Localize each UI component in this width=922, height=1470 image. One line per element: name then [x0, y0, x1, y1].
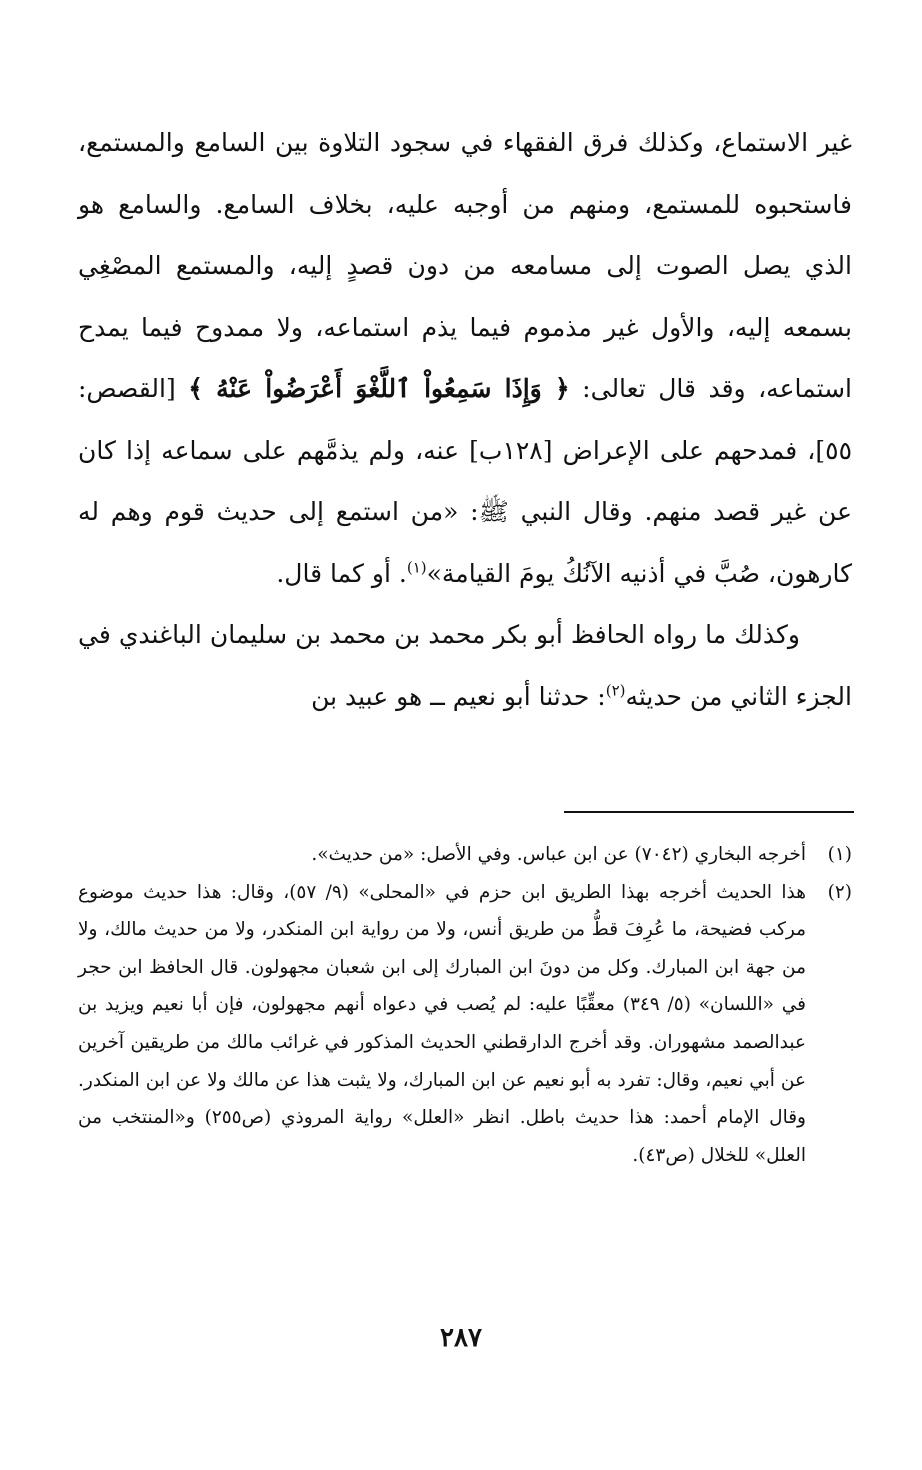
footnote-separator [564, 811, 854, 813]
quran-verse: ﴿ وَإِذَا سَمِعُواْ ٱللَّغْوَ أَعْرَضُواْ عَنْهُ ﴾ [188, 374, 570, 403]
paragraph-2-end: : حدثنا أبو نعيم ــ هو عبيد بن [311, 681, 606, 711]
paragraph-1-text: غير الاستماع، وكذلك فرق الفقهاء في سجود التلاوة بين السامع والمستمع، فاستحبوه للمستمع، ومنهم من أوجبه عليه، بخلاف السامع. والسامع هو الذي يصل الصوت إلى مسامعه من دون قصدٍ إليه، والمستمع المصْغِي بسمعه إليه، والأول غير مذموم فيما يذم استماعه، ولا ممدوح فيما يمدح استماعه، وقد قال تعالى: [78, 128, 853, 403]
footnote-number: (١) [827, 844, 852, 865]
paragraph-2 [78, 604, 852, 727]
footnote-text: هذا الحديث أخرجه بهذا الطريق ابن حزم في «المحلى» (٩/ ٥٧)، وقال: هذا حديث موضوع مركب فضيحة، ما عُرِفَ قطُّ من طريق أنس، ولا من رواية ابن المنكدر، ولا من حديث مالك، ولا من جهة ابن المبارك. وكل من دونَ ابن المبارك إلى ابن شعبان مجهولون. قال الحافظ ابن حجر في «اللسان» (٥/ ٣٤٩) معقِّبًا عليه: لم يُصب في دعواه أنهم مجهولون، فإن أبا نعيم ويزيد بن عبدالصمد مشهوران. وقد أخرج الدارقطني الحديث المذكور في غرائب مالك من طريقين آخرين عن أبي نعيم، وقال: تفرد به أبو نعيم عن ابن المبارك، ولا يثبت هذا عن مالك ولا عن ابن المنكدر. وقال الإمام أحمد: هذا حديث باطل. انظر «العلل» رواية المروذي (ص٢٥٥) و«المنتخب من العلل» للخلال (ص٤٣). [78, 881, 806, 1166]
footnote-text: أخرجه البخاري (٧٠٤٢) عن ابن عباس. وفي الأصل: «من حديث». [311, 844, 806, 865]
footnote-item [78, 874, 852, 1175]
footnote-number: (٢) [827, 881, 852, 903]
footnote-ref-2[interactable]: (٢) [605, 681, 626, 700]
paragraph-2-text: وكذلك ما رواه الحافظ أبو بكر محمد بن محمد بن سليمان الباغندي في الجزء الثاني من حديثه [78, 620, 852, 711]
footnote-ref-1[interactable]: (١) [406, 558, 427, 577]
page-number: ٢٨٧ [440, 1323, 482, 1353]
footnote-item [78, 836, 852, 874]
paragraph-1 [78, 112, 852, 604]
main-body-text [78, 112, 852, 727]
footnotes [78, 836, 852, 1174]
paragraph-1-end: . أو كما قال. [276, 558, 407, 588]
paragraph-1-text-cont: [القصص: ٥٥]، فمدحهم على الإعراض [١٢٨ب] عنه، ولم يذمَّهم على سماعه إذا كان عن غير قصد منهم. وقال النبي ﷺ: «من استمع إلى حديث قوم وهم له كارهون، صُبَّ في أذنيه الآنُكُ يومَ القيامة» [78, 374, 852, 588]
